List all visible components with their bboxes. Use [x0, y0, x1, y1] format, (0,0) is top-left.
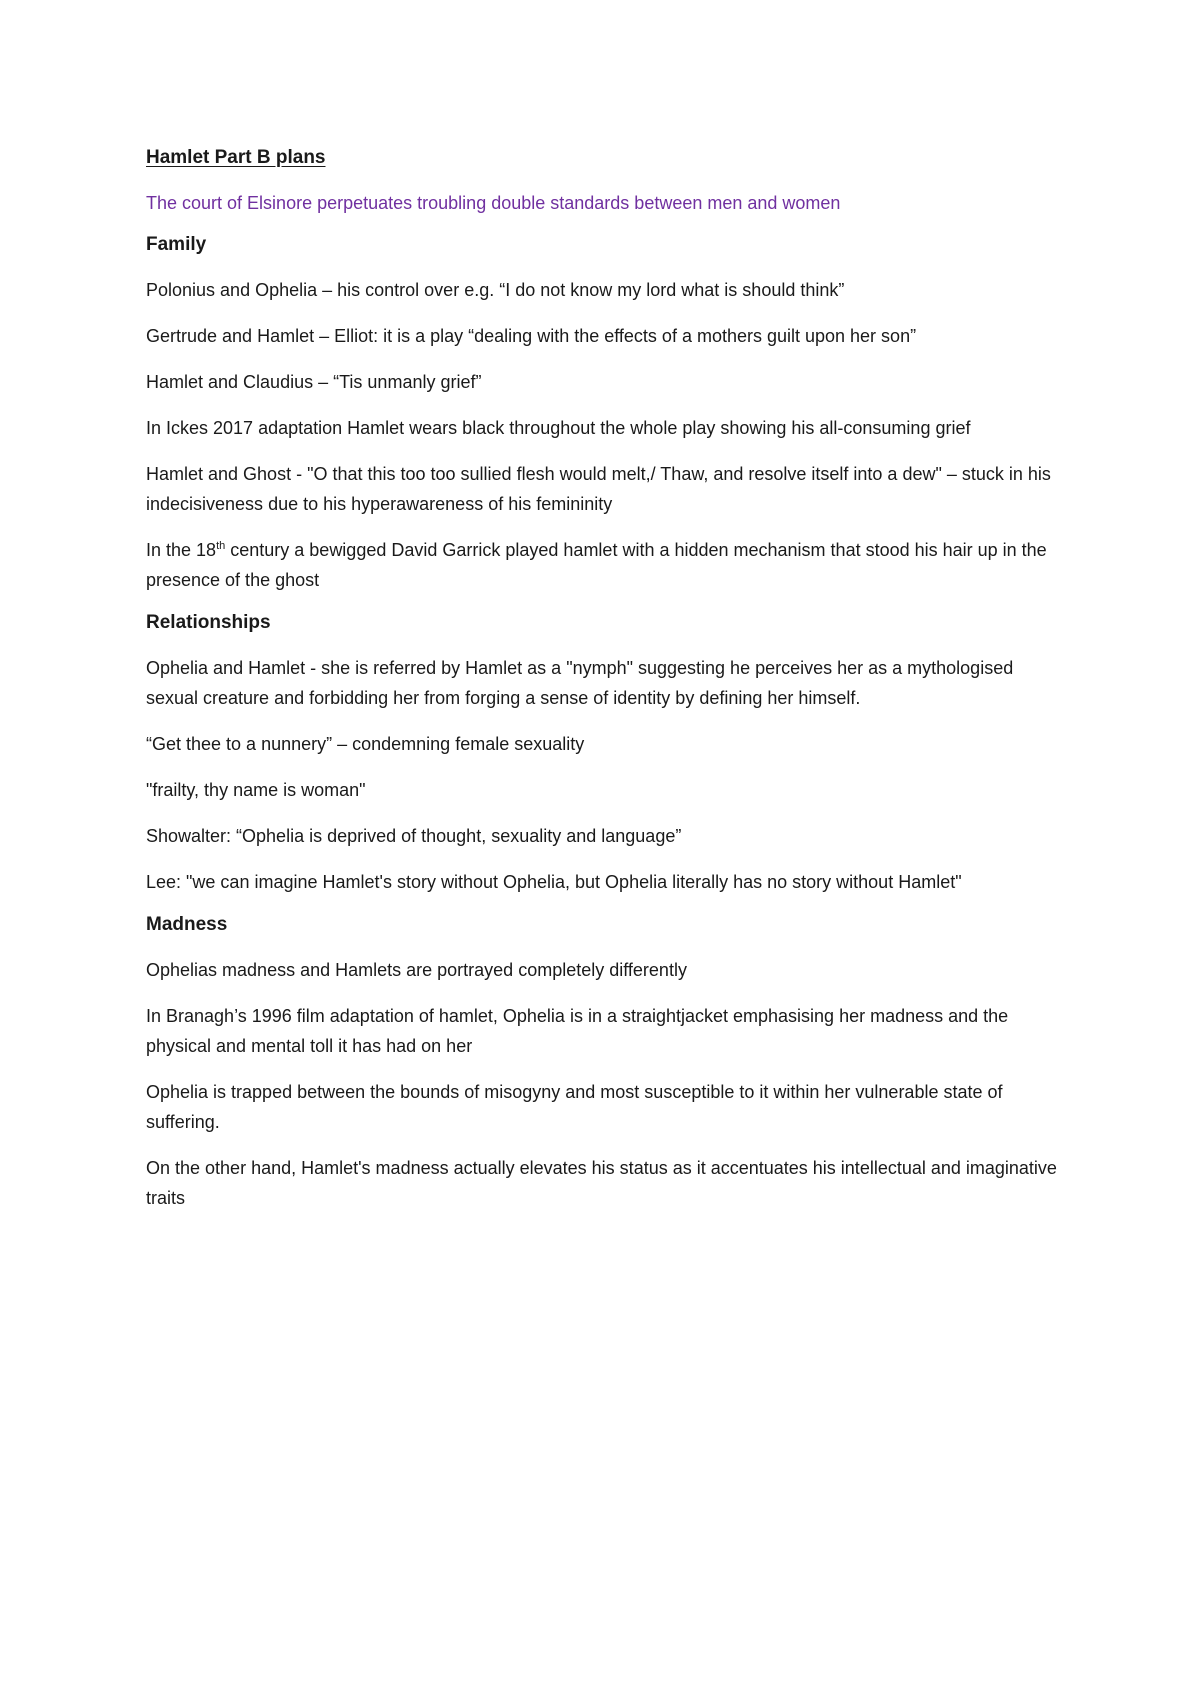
garrick-superscript: th: [216, 540, 226, 552]
paragraph-frailty: "frailty, thy name is woman": [146, 780, 366, 800]
paragraph-hamlet-claudius: Hamlet and Claudius – “Tis unmanly grief”: [146, 372, 482, 392]
document-title: Hamlet Part B plans: [146, 147, 326, 168]
paragraph-ophelia-hamlet: Ophelia and Hamlet - she is referred by Hamlet as a "nymph" suggesting he perceives her as a mythologised sexual creature and forbidding her from forging a sense of identity by defining her himself.: [146, 658, 1014, 708]
garrick-text-before: In the 18: [146, 540, 217, 560]
section-heading-family: Family: [146, 234, 207, 255]
paragraph-branagh: In Branagh’s 1996 film adaptation of hamlet, Ophelia is in a straightjacket emphasising her madness and the physical and mental toll it has had on her: [146, 1006, 1009, 1056]
paragraph-nunnery: “Get thee to a nunnery” – condemning female sexuality: [146, 734, 585, 754]
paragraph-showalter: Showalter: “Ophelia is deprived of thought, sexuality and language”: [146, 826, 682, 846]
document-page: [146, 146, 1066, 1229]
paragraph-hamlet-ghost: Hamlet and Ghost - "O that this too too sullied flesh would melt,/ Thaw, and resolve itself into a dew" – stuck in his indecisiveness due to his hyperawareness of his femininity: [146, 464, 1051, 514]
paragraph-polonius-ophelia: Polonius and Ophelia – his control over e.g. “I do not know my lord what is should think”: [146, 280, 845, 300]
garrick-text-after: century a bewigged David Garrick played hamlet with a hidden mechanism that stood his hair up in the presence of the ghost: [146, 540, 1047, 590]
document-subtitle: The court of Elsinore perpetuates troubling double standards between men and women: [146, 193, 841, 213]
paragraph-misogyny: Ophelia is trapped between the bounds of misogyny and most susceptible to it within her vulnerable state of suffering.: [146, 1082, 1003, 1132]
paragraph-garrick: [146, 535, 1066, 595]
paragraph-gertrude-hamlet: Gertrude and Hamlet – Elliot: it is a play “dealing with the effects of a mothers guilt upon her son”: [146, 326, 917, 346]
paragraph-lee: Lee: "we can imagine Hamlet's story without Ophelia, but Ophelia literally has no story without Hamlet": [146, 872, 962, 892]
paragraph-ickes-adaptation: In Ickes 2017 adaptation Hamlet wears black throughout the whole play showing his all-consuming grief: [146, 418, 971, 438]
paragraph-hamlet-madness: On the other hand, Hamlet's madness actually elevates his status as it accentuates his intellectual and imaginative traits: [146, 1158, 1057, 1208]
paragraph-madness-contrast: Ophelias madness and Hamlets are portrayed completely differently: [146, 960, 687, 980]
section-heading-madness: Madness: [146, 914, 228, 935]
section-heading-relationships: Relationships: [146, 612, 271, 633]
